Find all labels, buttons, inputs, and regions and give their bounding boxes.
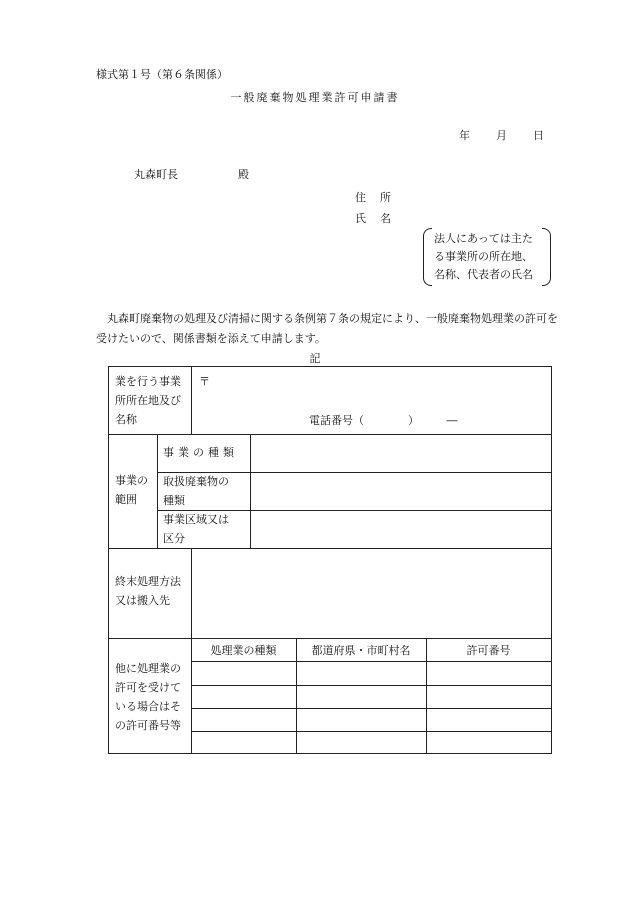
waste-type-label: 取扱廃棄物の 種類	[163, 475, 229, 507]
postal-mark: 〒	[199, 375, 210, 388]
date-month-label: 月	[496, 129, 507, 142]
document-title: 一般廃棄物処理業許可申請書	[230, 91, 400, 104]
col-header-business-type: 処理業の種類	[210, 644, 277, 657]
note-line: る事業所の所在地、	[434, 250, 533, 263]
note-line: 法人にあっては主た	[434, 232, 533, 245]
address-label: 住所	[355, 191, 405, 204]
date-day-label: 日	[533, 129, 544, 142]
col-header-permit-number: 許可番号	[466, 644, 511, 657]
phone-label: 電話番号（ ） ―	[309, 414, 458, 427]
date-year-label: 年	[459, 129, 470, 142]
final-disposal-label: 終末処理方法 又は搬入先	[115, 575, 181, 607]
application-statement: 丸森町廃棄物の処理及び清掃に関する条例第７条の規定により、一般廃棄物処理業の許可を受けたいので、関係書類を添えて申請します。	[96, 312, 558, 345]
ki-heading: 記	[309, 352, 321, 365]
left-bracket	[423, 228, 432, 286]
honorific: 殿	[238, 168, 249, 181]
other-permits-label: 他に処理業の 許可を受けて いる場合はそ の許可番号等	[115, 662, 181, 732]
addressee: 丸森町長	[134, 168, 178, 181]
scope-label: 事業の 範囲	[115, 474, 148, 506]
application-table	[108, 366, 552, 754]
col-header-prefecture: 都道府県・市町村名	[311, 644, 411, 657]
office-label: 業を行う事業 所所在地及び 名称	[115, 375, 181, 426]
form-number-label: 様式第１号（第６条関係）	[96, 68, 228, 81]
business-type-label: 事業の種類	[163, 446, 238, 459]
corporation-note	[423, 228, 551, 286]
note-line: 名称、代表者の氏名	[434, 268, 533, 281]
name-label: 氏名	[355, 212, 405, 225]
business-area-label: 事業区域又は 区分	[163, 513, 229, 545]
